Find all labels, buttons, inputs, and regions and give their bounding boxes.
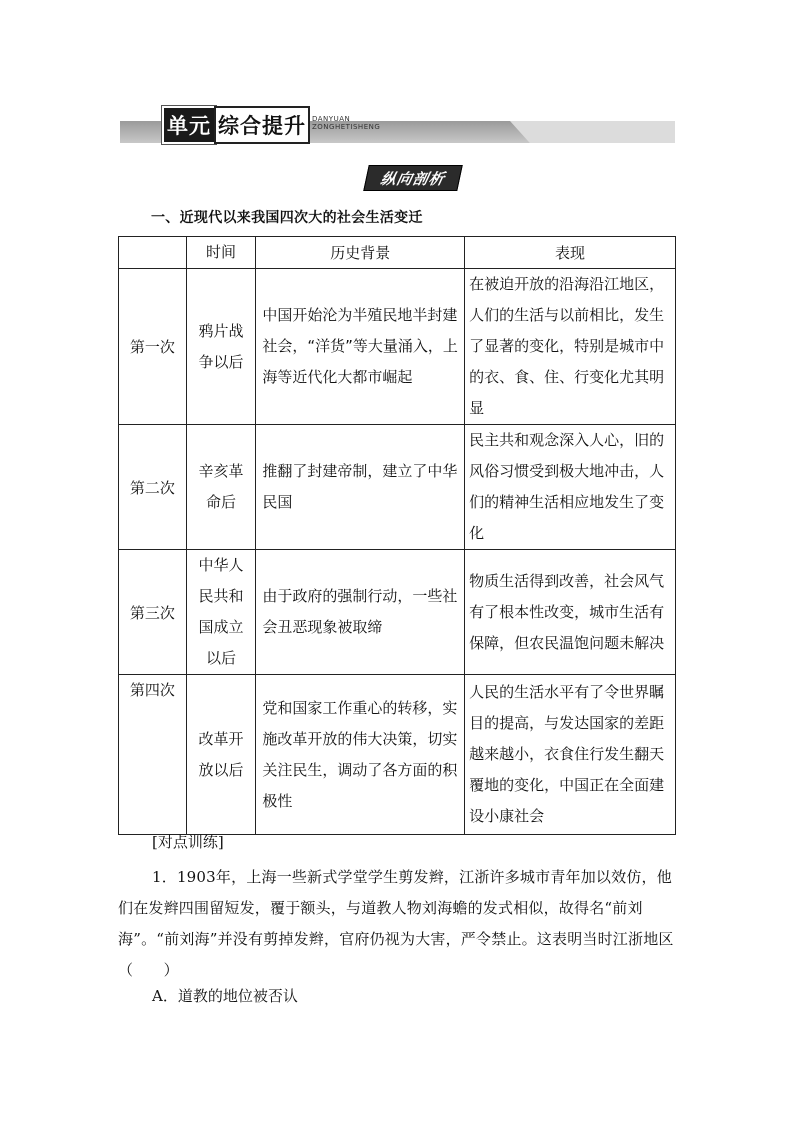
- row-number: 第四次: [119, 675, 187, 835]
- table-row: [119, 425, 676, 550]
- banner-stripe: [510, 121, 675, 143]
- row-time-text: 中华人民共和国成立以后: [198, 556, 244, 667]
- unit-banner: [120, 103, 675, 145]
- row-time-text: 辛亥革命后: [198, 462, 244, 511]
- row-performance: 民主共和观念深入人心，旧的风俗习惯受到极大地冲击，人们的精神生活相应地发生了变化: [465, 425, 676, 550]
- comparison-table: [118, 236, 676, 835]
- banner-badge-title: 综合提升: [214, 106, 310, 144]
- row-background: 党和国家工作重心的转移，实施改革开放的伟大决策，切实关注民生，调动了各方面的积极性: [256, 675, 465, 835]
- row-performance: 在被迫开放的沿海沿江地区，人们的生活与以前相比，发生了显著的变化，特别是城市中的衣、食、住、行变化尤其明显: [465, 269, 676, 425]
- banner-pinyin: [312, 115, 380, 131]
- header-cell-time: 时间: [186, 237, 256, 269]
- table-row: [119, 550, 676, 675]
- row-time-text: 鸦片战争以后: [198, 321, 244, 371]
- row-time: [186, 550, 256, 675]
- row-background: 中国开始沦为半殖民地半封建社会，“洋货”等大量涌入，上海等近代化大都市崛起: [256, 269, 465, 425]
- header-cell-background: 历史背景: [256, 237, 465, 269]
- header-cell-performance: 表现: [465, 237, 676, 269]
- table-header-row: [119, 237, 676, 269]
- row-time-text: 改革开放以后: [198, 729, 244, 779]
- section-tag: 纵向剖析: [363, 165, 463, 191]
- pinyin-line-1: DANYUAN: [312, 115, 351, 123]
- row-number: 第二次: [119, 425, 187, 550]
- row-background: 推翻了封建帝制，建立了中华民国: [256, 425, 465, 550]
- row-time: [186, 425, 256, 550]
- row-number: 第一次: [119, 269, 187, 425]
- pinyin-line-2: ZONGHETISHENG: [312, 123, 381, 131]
- banner-badge-unit: 单元: [162, 106, 216, 144]
- row-background: 由于政府的强制行动，一些社会丑恶现象被取缔: [256, 550, 465, 675]
- table-row: [119, 269, 676, 425]
- practice-label: [对点训练]: [152, 833, 224, 851]
- section-heading: 一、近现代以来我国四次大的社会生活变迁: [151, 210, 423, 226]
- table-row: [119, 675, 676, 835]
- header-cell-empty: [119, 237, 187, 269]
- row-time: [186, 675, 256, 835]
- row-time: [186, 269, 256, 425]
- question-text: 1．1903年，上海一些新式学堂学生剪发辫，江浙许多城市青年加以效仿，他们在发辫四围留短发，覆于额头，与道教人物刘海蟾的发式相似，故得名“前刘海”。“前刘海”并没有剪掉发辫，官府仍视为大害，严令禁止。这表明当时江浙地区（ ）: [118, 868, 674, 979]
- row-performance: 人民的生活水平有了令世界瞩目的提高，与发达国家的差距越来越小，衣食住行发生翻天覆地的变化，中国正在全面建设小康社会: [465, 675, 676, 835]
- row-number: 第三次: [119, 550, 187, 675]
- option-a: A．道教的地位被否认: [152, 987, 298, 1005]
- row-performance: 物质生活得到改善，社会风气有了根本性改变，城市生活有保障，但农民温饱问题未解决: [465, 550, 676, 675]
